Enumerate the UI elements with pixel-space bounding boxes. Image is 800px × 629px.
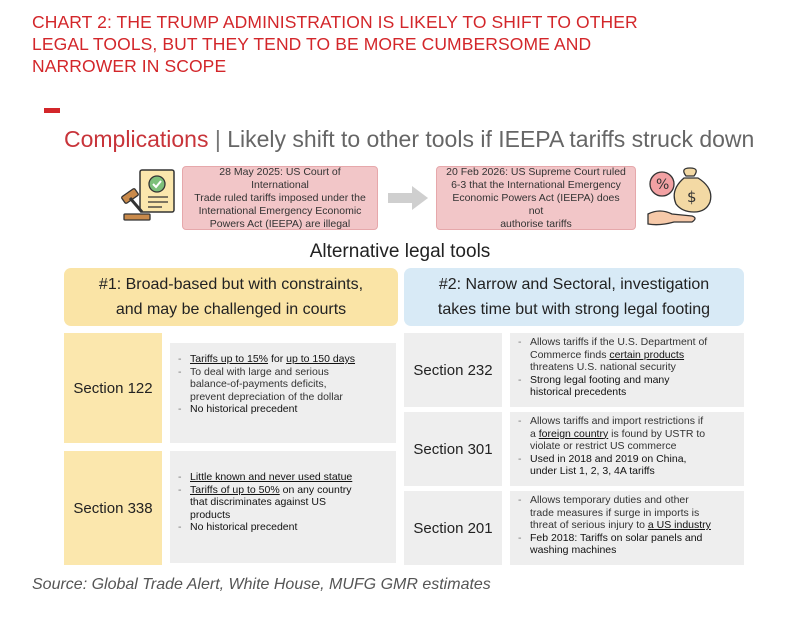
red-accent-dash [44,108,60,113]
section-232-label: Section 232 [404,333,502,407]
section-122-bullet-3: - No historical precedent [176,403,390,416]
section-122-bullet-2: - To deal with large and serious balance-of-payments deficits, prevent depreciation of the dollar [176,366,390,404]
section-232-description [510,333,744,407]
heading-rest: Likely shift to other tools if IEEPA tariffs struck down [227,126,755,152]
section-338-description [170,451,396,563]
section-301-bullet-2: - Used in 2018 and 2019 on China, under List 1, 2, 3, 4A tariffs [516,453,738,478]
group-2-line-2: takes time but with strong legal footing [437,301,711,318]
section-201-bullet-2: - Feb 2018: Tariffs on solar panels and washing machines [516,532,738,557]
chart-title-line-1: CHART 2: THE TRUMP ADMINISTRATION IS LIKELY TO SHIFT TO OTHER [32,12,638,32]
timeline-2-line-3: Economic Powers Act (IEEPA) does not [452,191,620,217]
svg-text:$: $ [687,188,697,206]
timeline-box-scotus-ruling [436,166,636,230]
section-201-label: Section 201 [404,491,502,565]
section-122-bullet-1: - Tariffs up to 15% for up to 150 days [176,353,390,366]
section-232-bullet-1: - Allows tariffs if the U.S. Department of Commerce finds certain products threatens U.S. national security [516,336,738,374]
alternative-tools-title: Alternative legal tools [309,241,491,262]
section-122-description [170,343,396,443]
group-1-line-1: #1: Broad-based but with constraints, [98,276,364,293]
section-301-bullet-1: - Allows tariffs and import restrictions if a foreign country is found by USTR to violate or restrict US commerce [516,415,738,453]
section-338-label: Section 338 [64,451,162,565]
timeline-1-line-2: Trade ruled tariffs imposed under the [194,191,366,204]
gavel-document-icon [120,164,182,226]
heading-separator: | [214,126,221,152]
arrow-right-icon [388,186,428,210]
section-301-description [510,412,744,486]
section-201-bullet-1: - Allows temporary duties and other trade measures if surge in imports is threat of serious injury to a US industry [516,494,738,532]
group-2-line-1: #2: Narrow and Sectoral, investigation [438,276,710,293]
section-338-bullet-2: - Tariffs of up to 50% on any country that discriminates against US products [176,484,390,522]
svg-text:%: % [656,177,670,193]
timeline-2-line-4: authorise tariffs [500,217,572,230]
timeline-2-line-2: 6-3 that the International Emergency [451,178,621,191]
timeline-1-line-4: Powers Act (IEEPA) are illegal [209,217,351,230]
slide-heading [64,124,754,154]
timeline-1-line-3: International Emergency Economic [198,204,362,217]
section-201-description [510,491,744,565]
section-232-bullet-2: - Strong legal footing and many historical precedents [516,374,738,399]
section-122-label: Section 122 [64,333,162,443]
timeline-2-line-1: 20 Feb 2026: US Supreme Court ruled [446,165,626,178]
chart-title-line-3: NARROWER IN SCOPE [32,56,227,76]
chart-title [32,11,772,77]
timeline-1-line-1: 28 May 2025: US Court of International [219,165,341,191]
group-1-header [64,268,398,326]
section-301-label: Section 301 [404,412,502,486]
section-338-bullet-1: - Little known and never used statue [176,471,390,484]
chart-title-line-2: LEGAL TOOLS, BUT THEY TEND TO BE MORE CUMBERSOME AND [32,34,592,54]
group-1-line-2: and may be challenged in courts [115,301,347,318]
section-338-bullet-3: - No historical precedent [176,521,390,534]
timeline-box-cit-ruling [182,166,378,230]
heading-highlight: Complications [64,126,209,152]
group-2-header [404,268,744,326]
source-note: Source: Global Trade Alert, White House, MUFG GMR estimates [32,576,491,593]
money-bag-hand-icon [646,166,714,228]
